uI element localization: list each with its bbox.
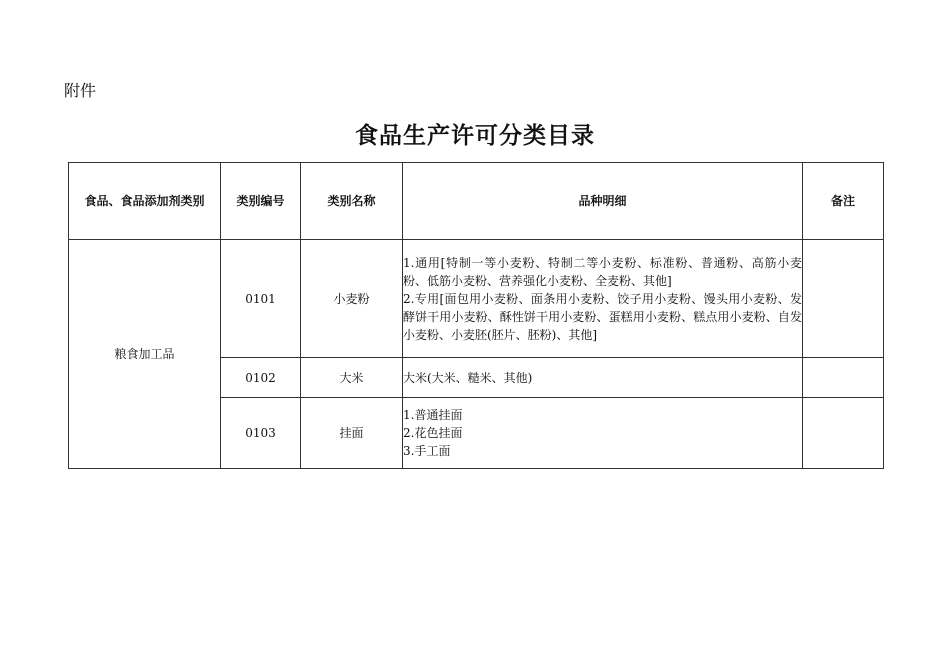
header-name: 类别名称 (301, 163, 403, 240)
detail-line: 2.花色挂面 (403, 426, 463, 440)
header-code: 类别编号 (221, 163, 301, 240)
document-title: 食品生产许可分类目录 (355, 123, 595, 149)
header-remarks: 备注 (803, 163, 884, 240)
remarks-cell (803, 398, 884, 469)
classification-table (68, 162, 884, 469)
name-cell: 大米 (301, 358, 403, 398)
remarks-cell (803, 240, 884, 358)
detail-line: 1.通用[特制一等小麦粉、特制二等小麦粉、标准粉、普通粉、高筋小麦粉、低筋小麦粉、营养强化小麦粉、全麦粉、其他] (403, 255, 802, 288)
detail-line: 2.专用[面包用小麦粉、面条用小麦粉、饺子用小麦粉、馒头用小麦粉、发酵饼干用小麦粉、酥性饼干用小麦粉、蛋糕用小麦粉、糕点用小麦粉、自发小麦粉、小麦胚(胚片、胚粉)、其他] (403, 291, 802, 342)
detail-line: 大米(大米、糙米、其他) (403, 370, 533, 385)
header-details: 品种明细 (403, 163, 803, 240)
details-cell (403, 240, 803, 358)
table-row (69, 240, 884, 358)
detail-line: 3.手工面 (403, 444, 451, 458)
name-cell: 挂面 (301, 398, 403, 469)
detail-line: 1.普通挂面 (403, 408, 463, 422)
details-cell (403, 398, 803, 469)
table-header-row (69, 163, 884, 240)
attachment-label: 附件 (64, 81, 97, 100)
code-cell: 0102 (221, 358, 301, 398)
header-category: 食品、食品添加剂类别 (69, 163, 221, 240)
name-cell: 小麦粉 (301, 240, 403, 358)
code-cell: 0103 (221, 398, 301, 469)
remarks-cell (803, 358, 884, 398)
code-cell: 0101 (221, 240, 301, 358)
details-cell (403, 358, 803, 398)
category-cell: 粮食加工品 (69, 240, 221, 469)
